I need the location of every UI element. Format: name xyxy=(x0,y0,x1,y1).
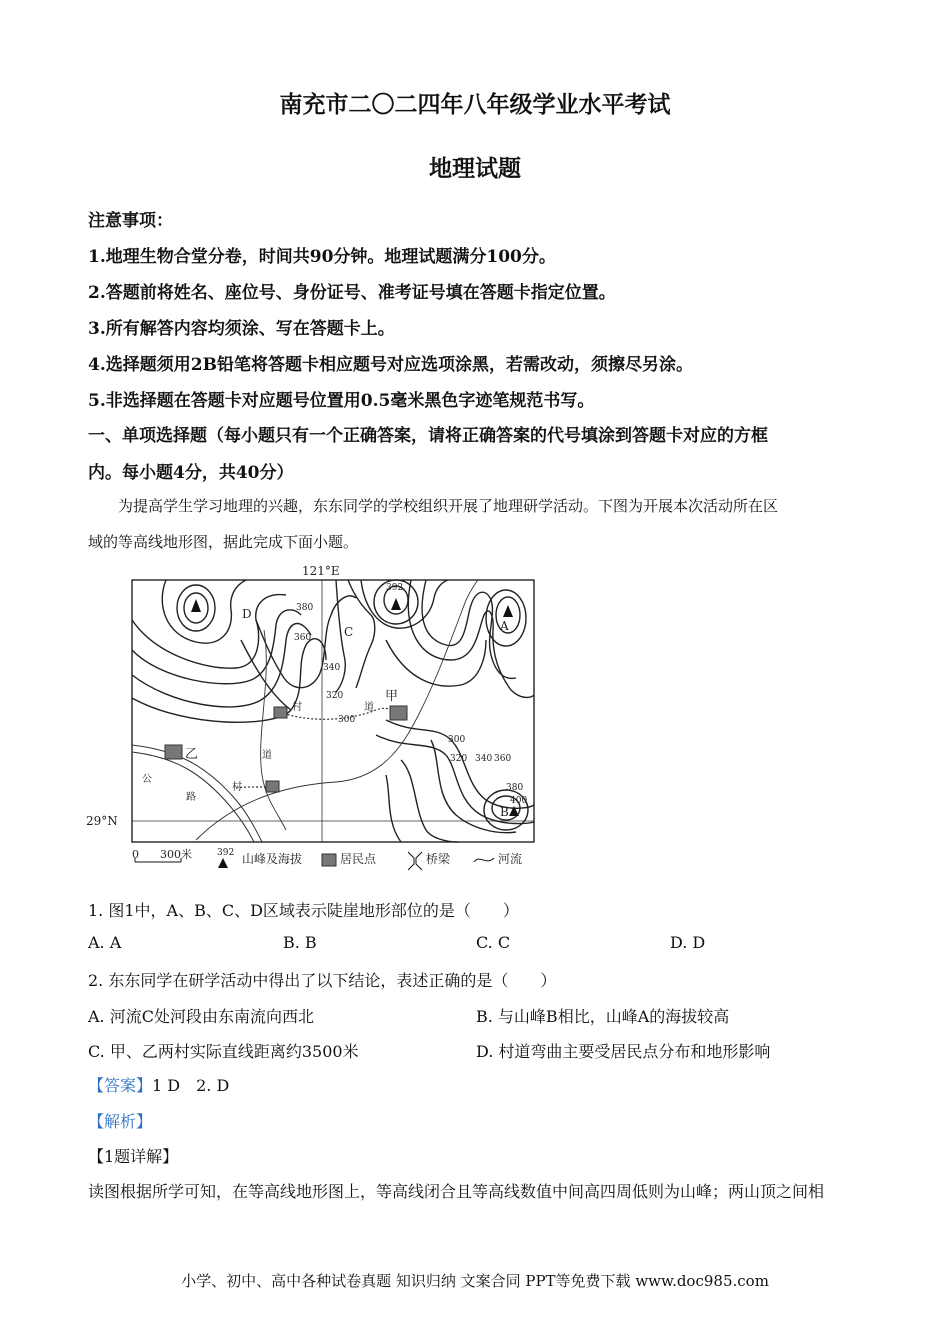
longitude-label: 121°E xyxy=(302,564,340,578)
contour-340-w: 340 xyxy=(323,663,341,673)
legend-river-icon xyxy=(474,858,494,862)
contour-300-e: 300 xyxy=(448,735,466,745)
road-word-2: 道 xyxy=(364,702,374,713)
notice-item-3: 3.所有解答内容均须涂、写在答题卡上。 xyxy=(88,319,395,339)
label-d: D xyxy=(242,607,252,621)
detail-label: 【1题详解】 xyxy=(88,1147,179,1166)
contour-380-e: 380 xyxy=(506,783,524,793)
exam-title: 南充市二〇二四年八年级学业水平考试 xyxy=(279,91,671,118)
settlement-yi xyxy=(165,745,182,759)
legend-peak-label: 山峰及海拔 xyxy=(242,852,303,866)
settlement-south-village xyxy=(266,781,279,792)
contour-320-w: 320 xyxy=(326,691,344,701)
legend-river-label: 河流 xyxy=(498,852,523,866)
contour-360-w: 360 xyxy=(294,633,312,643)
answer-label: 【答案】 xyxy=(88,1076,153,1095)
contour-340-e: 340 xyxy=(475,754,493,764)
contour-map xyxy=(86,560,546,875)
label-c: C xyxy=(344,625,354,639)
q1-option-d: D. D xyxy=(670,933,706,952)
contour-380-w: 380 xyxy=(296,603,314,613)
road-word-3: 道 xyxy=(262,750,272,761)
road-word-1: 村 xyxy=(292,702,302,713)
answer-line xyxy=(88,1073,229,1096)
legend-peak-icon xyxy=(218,858,228,868)
highway-word-2: 路 xyxy=(186,792,196,803)
detail-text: 读图根据所学可知，在等高线地形图上，等高线闭合且等高线数值中间高四周低则为山峰；两山顶之间相 xyxy=(88,1182,825,1201)
q1-option-c: C. C xyxy=(476,933,511,952)
legend-peak-value: 392 xyxy=(217,848,235,858)
river xyxy=(196,580,478,840)
q1-option-b: B. B xyxy=(283,933,317,952)
label-jia: 甲 xyxy=(385,689,399,704)
q2-option-b: B. 与山峰B相比，山峰A的海拔较高 xyxy=(476,1007,730,1026)
peak-392-value: 392 xyxy=(386,583,404,593)
subject-title: 地理试题 xyxy=(429,155,521,182)
label-yi: 乙 xyxy=(185,747,199,762)
notice-item-4: 4.选择题须用2B铅笔将答题卡相应题号对应选项涂黑，若需改动，须擦尽另涂。 xyxy=(88,355,693,375)
settlement-north-village xyxy=(274,707,287,718)
intro-line2: 域的等高线地形图，据此完成下面小题。 xyxy=(88,533,359,551)
section-heading-line2: 内。每小题4分，共40分） xyxy=(88,463,294,483)
contour-400-e: 400 xyxy=(510,796,528,806)
map-legend xyxy=(132,847,522,870)
q2-stem: 2. 东东同学在研学活动中得出了以下结论，表述正确的是（ ） xyxy=(88,971,557,990)
legend-settlement-icon xyxy=(322,854,336,866)
legend-bridge-icon xyxy=(408,852,422,870)
notice-heading: 注意事项： xyxy=(88,211,173,231)
intro-line1: 为提高学生学习地理的兴趣，东东同学的学校组织开展了地理研学活动。下图为开展本次活动所在区 xyxy=(118,497,779,515)
peak-west-icon xyxy=(191,599,201,612)
road-word-4: 村 xyxy=(232,782,242,793)
notice-item-5: 5.非选择题在答题卡对应题号位置用0.5毫米黑色字迹笔规范书写。 xyxy=(88,391,595,411)
footer-text: 小学、初中、高中各种试卷真题 知识归纳 文案合同 PPT等免费下载 www.doc985.com xyxy=(181,1272,769,1290)
peak-a-icon xyxy=(503,605,513,617)
contour-360-e: 360 xyxy=(494,754,512,764)
label-a: A xyxy=(500,619,509,633)
settlement-jia xyxy=(390,706,407,720)
legend-bridge-label: 桥梁 xyxy=(426,852,451,866)
q2-option-c: C. 甲、乙两村实际直线距离约3500米 xyxy=(88,1042,359,1061)
legend-settlement-label: 居民点 xyxy=(340,852,377,866)
contour-300-w: 300 xyxy=(338,715,356,725)
q1-stem: 1. 图1中，A、B、C、D区域表示陡崖地形部位的是（ ） xyxy=(88,901,519,920)
q2-option-d: D. 村道弯曲主要受居民点分布和地形影响 xyxy=(476,1042,771,1061)
notice-item-2: 2.答题前将姓名、座位号、身份证号、准考证号填在答题卡指定位置。 xyxy=(88,283,616,303)
scale-label: 300米 xyxy=(160,848,192,861)
peak-392-icon xyxy=(391,598,401,610)
q2-option-a: A. 河流C处河段由东南流向西北 xyxy=(88,1007,314,1026)
section-heading-line1: 一、单项选择题（每小题只有一个正确答案，请将正确答案的代号填涂到答题卡对应的方框 xyxy=(88,426,768,446)
label-b: B xyxy=(500,805,509,819)
analysis-label: 【解析】 xyxy=(88,1112,153,1131)
highway-word-1: 公 xyxy=(142,774,152,785)
notice-item-1: 1.地理生物合堂分卷，时间共90分钟。地理试题满分100分。 xyxy=(88,247,556,267)
latitude-label: 29°N xyxy=(86,814,118,828)
answer-text: 1 D 2. D xyxy=(152,1076,230,1095)
scale-zero: 0 xyxy=(132,848,139,861)
q1-option-a: A. A xyxy=(88,933,122,952)
contour-320-e: 320 xyxy=(450,754,468,764)
